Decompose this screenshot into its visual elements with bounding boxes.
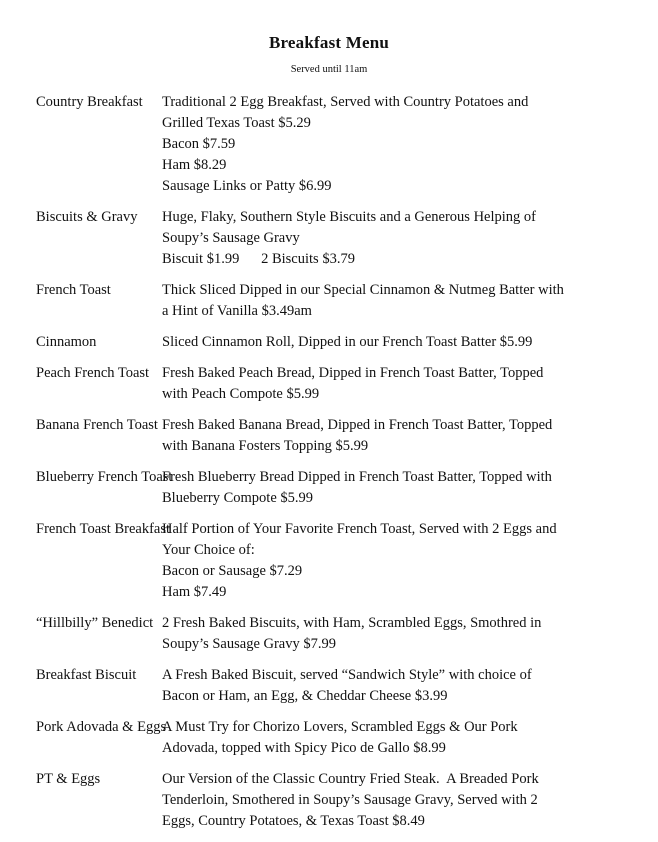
menu-item bbox=[0, 92, 658, 207]
menu-item-description-line: with Banana Fosters Topping $5.99 bbox=[162, 438, 369, 454]
menu-item-description bbox=[162, 363, 658, 405]
menu-item-description-line: Eggs, Country Potatoes, & Texas Toast $8.49 bbox=[162, 813, 425, 829]
menu-item-description-line: Fresh Baked Banana Bread, Dipped in French Toast Batter, Topped bbox=[162, 417, 553, 433]
menu-item-description-line: a Hint of Vanilla $3.49am bbox=[162, 303, 312, 319]
menu-item-description-line: Grilled Texas Toast $5.29 bbox=[162, 115, 311, 131]
menu-item bbox=[0, 363, 658, 415]
menu-item-description-line: Tenderloin, Smothered in Soupy’s Sausage Gravy, Served with 2 bbox=[162, 792, 538, 808]
menu-item-description bbox=[162, 769, 658, 832]
menu-item-description-line: A Must Try for Chorizo Lovers, Scrambled Eggs & Our Pork bbox=[162, 719, 518, 735]
menu-item-name: Blueberry French Toast bbox=[36, 469, 173, 485]
menu-item bbox=[0, 207, 658, 280]
menu-item bbox=[0, 332, 658, 363]
menu-item bbox=[0, 613, 658, 665]
menu-item bbox=[0, 280, 658, 332]
menu-item bbox=[0, 665, 658, 717]
menu-item-description-line: 2 Fresh Baked Biscuits, with Ham, Scrambled Eggs, Smothred in bbox=[162, 615, 542, 631]
menu-item-description-line: Half Portion of Your Favorite French Toast, Served with 2 Eggs and bbox=[162, 521, 557, 537]
menu-item-description bbox=[162, 415, 658, 457]
menu-item-description-line: Bacon $7.59 bbox=[162, 136, 236, 152]
menu-item-description-line: Soupy’s Sausage Gravy $7.99 bbox=[162, 636, 336, 652]
menu-item-description bbox=[162, 665, 658, 707]
menu-item-description-line: Blueberry Compote $5.99 bbox=[162, 490, 314, 506]
menu-item bbox=[0, 519, 658, 613]
menu-item bbox=[0, 717, 658, 769]
menu-item-description-line: Adovada, topped with Spicy Pico de Gallo $8.99 bbox=[162, 740, 446, 756]
menu-item-description-line: Fresh Blueberry Bread Dipped in French Toast Batter, Topped with bbox=[162, 469, 552, 485]
menu-item-description-line: Your Choice of: bbox=[162, 542, 255, 558]
menu-item-description bbox=[162, 207, 658, 270]
menu-item-description bbox=[162, 717, 658, 759]
menu-item-description-line: Soupy’s Sausage Gravy bbox=[162, 230, 300, 246]
menu-item-description-line: Bacon or Sausage $7.29 bbox=[162, 563, 303, 579]
page-title: Breakfast Menu bbox=[268, 33, 390, 52]
menu-subtitle: Served until 11am bbox=[290, 64, 368, 75]
menu-item-description-line: Biscuit $1.99 2 Biscuits $3.79 bbox=[162, 251, 355, 267]
menu-item-description-line: Traditional 2 Egg Breakfast, Served with Country Potatoes and bbox=[162, 94, 529, 110]
menu-item-description-line: Sliced Cinnamon Roll, Dipped in our French Toast Batter $5.99 bbox=[162, 334, 533, 350]
menu-item-description-line: Ham $7.49 bbox=[162, 584, 227, 600]
menu-item-description-line: Thick Sliced Dipped in our Special Cinnamon & Nutmeg Batter with bbox=[162, 282, 564, 298]
menu-item-description-line: Fresh Baked Peach Bread, Dipped in French Toast Batter, Topped bbox=[162, 365, 544, 381]
menu-item-name: French Toast bbox=[36, 282, 111, 298]
menu-item-list bbox=[0, 76, 658, 842]
menu-item-description-line: Bacon or Ham, an Egg, & Cheddar Cheese $3.99 bbox=[162, 688, 448, 704]
menu-item bbox=[0, 415, 658, 467]
menu-item bbox=[0, 467, 658, 519]
menu-item-description-line: with Peach Compote $5.99 bbox=[162, 386, 320, 402]
menu-item-name: “Hillbilly” Benedict bbox=[36, 615, 154, 631]
menu-item-name: Country Breakfast bbox=[36, 94, 143, 110]
menu-item-description bbox=[162, 467, 658, 509]
menu-item-name: Banana French Toast bbox=[36, 417, 158, 433]
menu-item-description bbox=[162, 280, 658, 322]
menu-item-name: PT & Eggs bbox=[36, 771, 101, 787]
menu-item-name: French Toast Breakfast bbox=[36, 521, 171, 537]
menu-item-name: Pork Adovada & Eggs bbox=[36, 719, 167, 735]
menu-item-name: Biscuits & Gravy bbox=[36, 209, 138, 225]
menu-item-description-line: Sausage Links or Patty $6.99 bbox=[162, 178, 332, 194]
menu-item-name: Peach French Toast bbox=[36, 365, 150, 381]
menu-item-name: Cinnamon bbox=[36, 334, 97, 350]
menu-item bbox=[0, 769, 658, 842]
menu-item-description bbox=[162, 613, 658, 655]
menu-item-description bbox=[162, 519, 658, 603]
menu-item-description bbox=[162, 332, 658, 353]
menu-item-description-line: Huge, Flaky, Southern Style Biscuits and a Generous Helping of bbox=[162, 209, 536, 225]
menu-item-description-line: Ham $8.29 bbox=[162, 157, 227, 173]
menu-item-description-line: A Fresh Baked Biscuit, served “Sandwich Style” with choice of bbox=[162, 667, 532, 683]
menu-item-description bbox=[162, 92, 658, 197]
menu-item-description-line: Our Version of the Classic Country Fried Steak. A Breaded Pork bbox=[162, 771, 539, 787]
menu-item-name: Breakfast Biscuit bbox=[36, 667, 137, 683]
